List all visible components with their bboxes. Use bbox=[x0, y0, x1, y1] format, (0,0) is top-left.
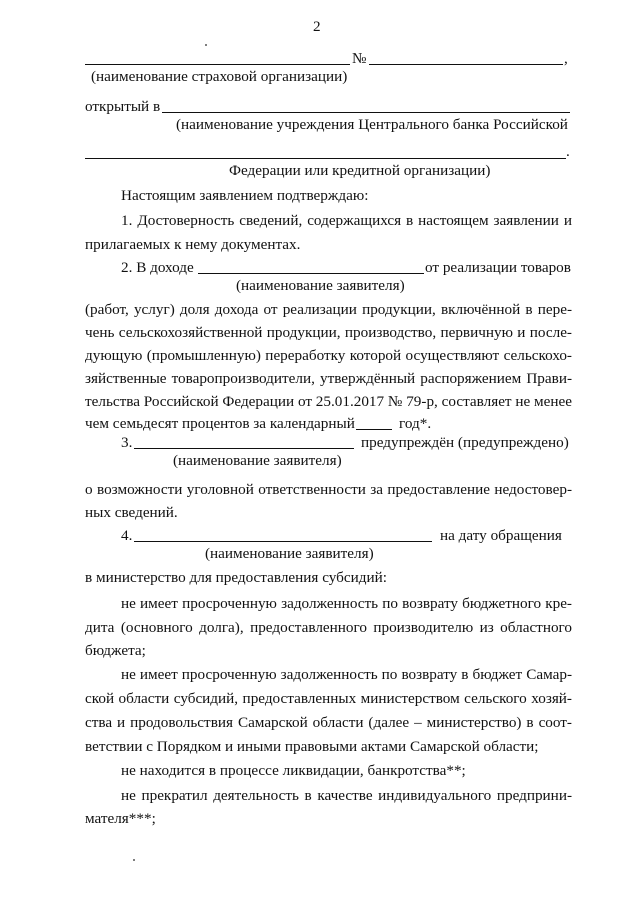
item-1-line-2: прилагаемых к нему документах. bbox=[85, 236, 301, 253]
account-number-field[interactable] bbox=[369, 64, 563, 65]
opened-in-label: открытый в bbox=[85, 98, 161, 115]
item-4-suffix: на дату обращения bbox=[440, 527, 562, 544]
clause-c-line: не находится в процессе ликвидации, банкротства**; bbox=[121, 762, 466, 779]
item-1-line-1: 1. Достоверность сведений, содержащихся в настоящем заявлении и bbox=[121, 212, 572, 229]
item-2-last-suffix: год*. bbox=[399, 415, 432, 432]
applicant-name-field-4[interactable] bbox=[134, 541, 432, 542]
applicant-caption-3: (наименование заявителя) bbox=[173, 452, 342, 469]
clause-a-line-1: не имеет просроченную задолженность по возврату бюджетного кре- bbox=[121, 595, 572, 612]
bank-name-field-continued[interactable] bbox=[85, 158, 566, 159]
item-3-line-1: о возможности уголовной ответственности за предоставление недостовер- bbox=[85, 481, 572, 498]
insurer-caption: (наименование страховой организации) bbox=[91, 68, 348, 85]
clause-b-line-3: ства и продовольствия Самарской области (далее – министерство) в соот- bbox=[85, 714, 572, 731]
number-sign: № bbox=[352, 50, 367, 67]
item-3-line-2: ных сведений. bbox=[85, 504, 178, 521]
applicant-caption-2: (наименование заявителя) bbox=[236, 277, 405, 294]
comma: , bbox=[564, 50, 568, 67]
item-2-line-4: зяйственные товаропроизводители, утверждённый распоряжением Прави- bbox=[85, 370, 572, 387]
clause-a-line-2: дита (основного долга), предоставленного производителю из областного bbox=[85, 619, 572, 636]
item-2-suffix: от реализации товаров bbox=[425, 259, 571, 276]
applicant-caption-4: (наименование заявителя) bbox=[205, 545, 374, 562]
clause-d-line-1: не прекратил деятельность в качестве индивидуального предприни- bbox=[121, 787, 572, 804]
item-4-prefix: 4. bbox=[121, 527, 133, 544]
item-2-last-prefix: чем семьдесят процентов за календарный bbox=[85, 415, 355, 432]
clause-a-line-3: бюджета; bbox=[85, 642, 146, 659]
page-number: 2 bbox=[313, 18, 321, 35]
insurer-name-field[interactable] bbox=[85, 64, 350, 65]
item-2-line-5: тельства Российской Федерации от 25.01.2017 № 79-р, составляет не менее bbox=[85, 393, 572, 410]
bank-name-field[interactable] bbox=[162, 112, 570, 113]
item-2-line-3: дующую (промышленную) переработку которой осуществляют сельскохо- bbox=[85, 347, 572, 364]
item-2-line-1: (работ, услуг) доля дохода от реализации продукции, включённой в пере- bbox=[85, 301, 572, 318]
clause-b-line-1: не имеет просроченную задолженность по возврату в бюджет Самар- bbox=[121, 666, 572, 683]
clause-b-line-4: ветствии с Порядком и иными правовыми актами Самарской области; bbox=[85, 738, 539, 755]
item-2-prefix: 2. В доходе bbox=[121, 259, 194, 276]
item-3-prefix: 3. bbox=[121, 434, 133, 451]
calendar-year-field[interactable] bbox=[356, 429, 392, 430]
clause-d-line-2: мателя***; bbox=[85, 810, 156, 827]
clause-b-line-2: ской области субсидий, предоставленных министерством сельского хозяй- bbox=[85, 690, 572, 707]
item-2-line-2: чень сельскохозяйственной продукции, производство, первичную и после- bbox=[85, 324, 572, 341]
item-4-line: в министерство для предоставления субсидий: bbox=[85, 569, 387, 586]
period: . bbox=[566, 143, 570, 160]
applicant-name-field-3[interactable] bbox=[134, 448, 354, 449]
applicant-name-field-2[interactable] bbox=[198, 273, 424, 274]
bank-caption-line-1: (наименование учреждения Центрального банка Российской bbox=[176, 116, 568, 133]
item-3-suffix: предупреждён (предупреждено) bbox=[361, 434, 569, 451]
scan-speck bbox=[133, 859, 135, 861]
scan-speck bbox=[205, 44, 207, 46]
bank-caption-line-2: Федерации или кредитной организации) bbox=[229, 162, 491, 179]
intro-text: Настоящим заявлением подтверждаю: bbox=[121, 187, 369, 204]
